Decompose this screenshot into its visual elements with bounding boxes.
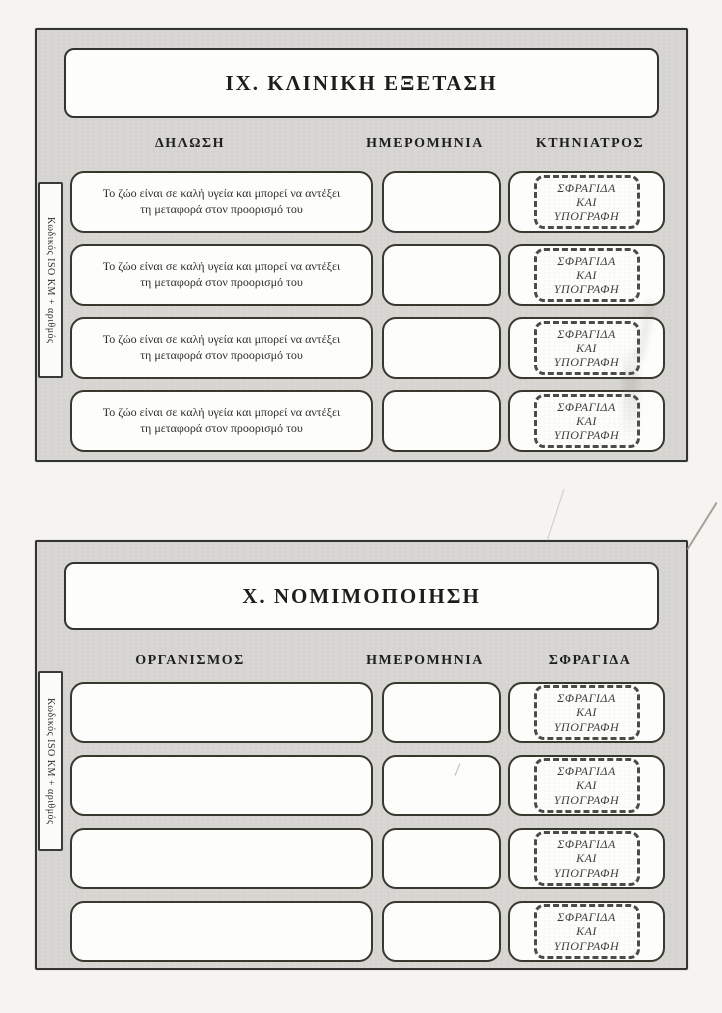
column-header-stamp: ΣΦΡΑΓΙΔΑ [548, 653, 632, 668]
stamp-placeholder [534, 758, 640, 812]
table-row [70, 901, 686, 962]
organisation-field[interactable] [70, 901, 373, 962]
stamp-signature-area[interactable] [508, 317, 665, 379]
rows-group [70, 682, 686, 962]
declaration-text-line: τη μεταφορά στον προορισμό του [140, 421, 303, 435]
stamp-placeholder-line: ΣΦΡΑΓΙΔΑ [557, 253, 616, 268]
column-header-date: ΗΜΕΡΟΜΗΝΙΑ [366, 653, 484, 668]
section-title-box [64, 48, 659, 118]
stamp-placeholder-line: ΚΑΙ [576, 705, 597, 720]
section-title-box [64, 562, 659, 630]
declaration-text-line: Το ζώο είναι σε καλή υγεία και μπορεί να αντέξει [102, 332, 341, 347]
stamp-placeholder-line: ΥΠΟΓΡΑΦΗ [553, 938, 620, 953]
stamp-signature-area[interactable] [508, 755, 665, 816]
stamp-signature-area[interactable] [508, 390, 665, 452]
section-title: IX. ΚΛΙΝΙΚΗ ΕΞΕΤΑΣΗ [225, 70, 498, 95]
stamp-placeholder-line: ΣΦΡΑΓΙΔΑ [557, 910, 616, 925]
stamp-placeholder [534, 831, 640, 885]
table-row [70, 244, 686, 306]
stamp-placeholder-line: ΚΑΙ [576, 851, 597, 866]
stamp-placeholder [534, 394, 640, 448]
date-field[interactable] [382, 317, 501, 379]
declaration-text-line: Το ζώο είναι σε καλή υγεία και μπορεί να αντέξει [102, 405, 341, 420]
stamp-signature-area[interactable] [508, 828, 665, 889]
declaration-box [70, 244, 373, 306]
declaration-text-line: τη μεταφορά στον προορισμό του [140, 275, 303, 289]
stamp-placeholder-line: ΣΦΡΑΓΙΔΑ [557, 399, 616, 414]
iso-code-side-tab [38, 671, 63, 851]
stamp-signature-area[interactable] [508, 682, 665, 743]
declaration-box [70, 317, 373, 379]
column-header-declaration: ΔΗΛΩΣΗ [155, 136, 225, 151]
stamp-placeholder-line: ΚΑΙ [576, 194, 597, 209]
stamp-placeholder [534, 321, 640, 375]
date-field[interactable] [382, 755, 501, 816]
stamp-placeholder-line: ΥΠΟΓΡΑΦΗ [553, 719, 620, 734]
table-row [70, 828, 686, 889]
column-headers [37, 653, 686, 671]
stamp-placeholder-line: ΚΑΙ [576, 267, 597, 282]
declaration-text-line: Το ζώο είναι σε καλή υγεία και μπορεί να αντέξει [102, 259, 341, 274]
section-clinical-examination [35, 28, 688, 462]
stamp-placeholder-line: ΣΦΡΑΓΙΔΑ [557, 326, 616, 341]
rows-group [70, 171, 686, 452]
stamp-placeholder [534, 175, 640, 229]
date-field[interactable] [382, 171, 501, 233]
table-row [70, 317, 686, 379]
stamp-placeholder-line: ΚΑΙ [576, 340, 597, 355]
stamp-placeholder-line: ΣΦΡΑΓΙΔΑ [557, 180, 616, 195]
stamp-placeholder [534, 904, 640, 958]
section-legalisation [35, 540, 688, 970]
section-title: X. ΝΟΜΙΜΟΠΟΙΗΣΗ [242, 583, 481, 608]
iso-code-side-tab-label: Κωδικός ISO KM + αριθμός [45, 216, 56, 344]
scan-artifact-scratch [547, 489, 565, 541]
declaration-text-line: τη μεταφορά στον προορισμό του [140, 348, 303, 362]
stamp-signature-area[interactable] [508, 244, 665, 306]
table-row [70, 171, 686, 233]
organisation-field[interactable] [70, 828, 373, 889]
table-row [70, 682, 686, 743]
stamp-placeholder-line: ΥΠΟΓΡΑΦΗ [553, 209, 620, 224]
date-field[interactable] [382, 390, 501, 452]
column-headers [37, 136, 686, 154]
organisation-field[interactable] [70, 755, 373, 816]
iso-code-side-tab-label: Κωδικός ISO KM + αριθμός [45, 697, 56, 825]
declaration-box [70, 390, 373, 452]
stamp-placeholder [534, 685, 640, 739]
date-field[interactable] [382, 244, 501, 306]
iso-code-side-tab [38, 182, 63, 378]
date-field[interactable] [382, 682, 501, 743]
organisation-field[interactable] [70, 682, 373, 743]
stamp-placeholder-line: ΣΦΡΑΓΙΔΑ [557, 764, 616, 779]
stamp-placeholder-line: ΥΠΟΓΡΑΦΗ [553, 865, 620, 880]
date-field[interactable] [382, 828, 501, 889]
stamp-placeholder-line: ΥΠΟΓΡΑΦΗ [553, 792, 620, 807]
stamp-placeholder-line: ΥΠΟΓΡΑΦΗ [553, 428, 620, 443]
table-row [70, 390, 686, 452]
declaration-text-line: Το ζώο είναι σε καλή υγεία και μπορεί να αντέξει [102, 186, 341, 201]
column-header-organisation: ΟΡΓΑΝΙΣΜΟΣ [135, 653, 245, 668]
declaration-text-line: τη μεταφορά στον προορισμό του [140, 202, 303, 216]
stamp-signature-area[interactable] [508, 901, 665, 962]
date-field[interactable] [382, 901, 501, 962]
stamp-placeholder-line: ΥΠΟΓΡΑΦΗ [553, 355, 620, 370]
table-row [70, 755, 686, 816]
stamp-placeholder-line: ΚΑΙ [576, 778, 597, 793]
column-header-veterinarian: ΚΤΗΝΙΑΤΡΟΣ [535, 136, 645, 151]
stamp-placeholder-line: ΥΠΟΓΡΑΦΗ [553, 282, 620, 297]
stamp-signature-area[interactable] [508, 171, 665, 233]
declaration-box [70, 171, 373, 233]
stamp-placeholder-line: ΣΦΡΑΓΙΔΑ [557, 837, 616, 852]
stamp-placeholder-line: ΚΑΙ [576, 924, 597, 939]
column-header-date: ΗΜΕΡΟΜΗΝΙΑ [366, 136, 484, 151]
stamp-placeholder [534, 248, 640, 302]
stamp-placeholder-line: ΚΑΙ [576, 413, 597, 428]
scan-artifact-slash [686, 502, 717, 550]
stamp-placeholder-line: ΣΦΡΑΓΙΔΑ [557, 691, 616, 706]
